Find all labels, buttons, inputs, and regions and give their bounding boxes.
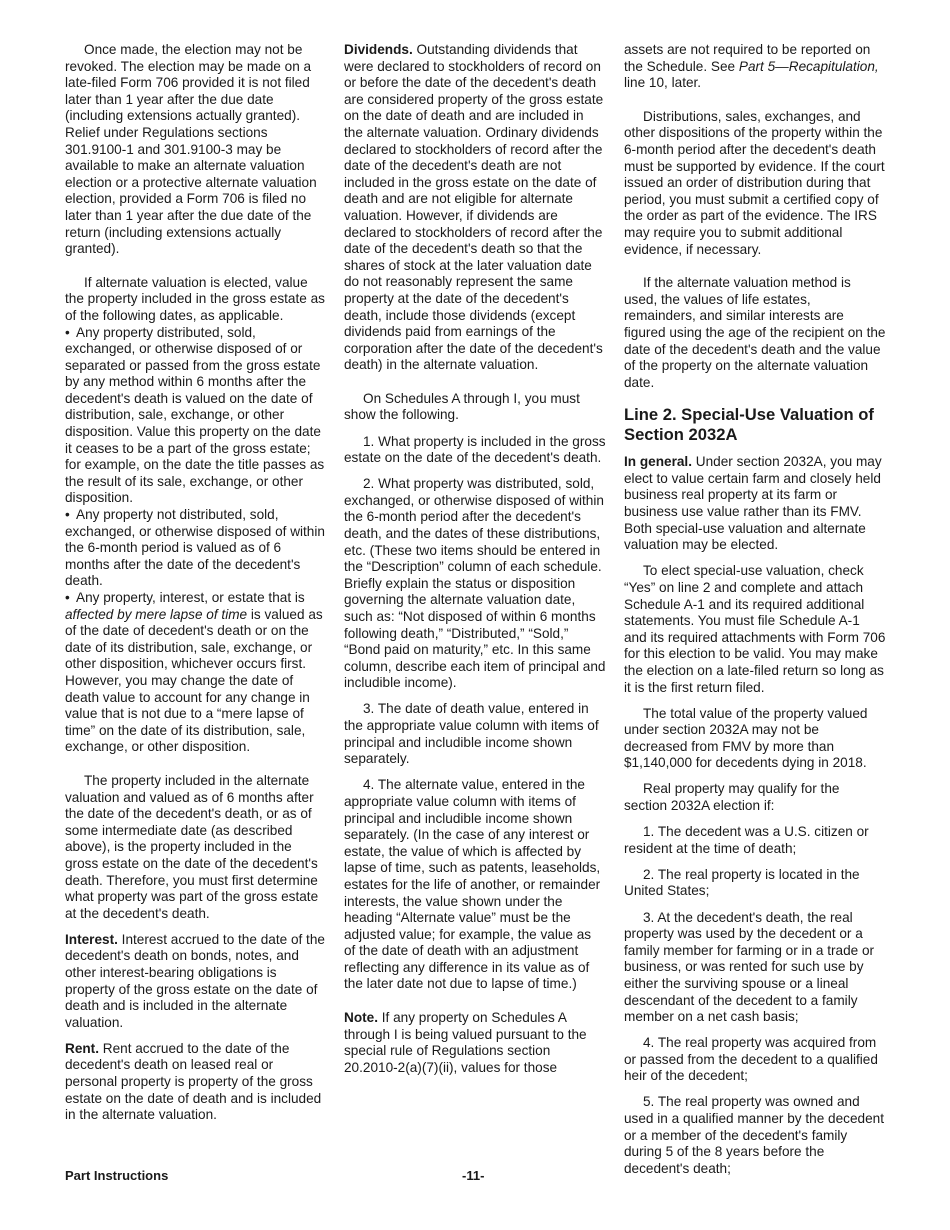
list-item: 4. The alternate value, entered in the appropriate value column with items of principal and includible income shown separately. (In the case of any interest or estate, the value of which is affected by lapse of time, such as patents, leaseholds, estates for the life of another, or remainder interests, the value shown under the heading “Alternate value” must be the adjusted value; for example, the value as of the date of death with an adjustment reflecting any difference in its value as of the later date not due to lapse of time.) [344, 777, 601, 992]
rent-heading: Rent. [65, 1040, 99, 1056]
list-item: 2. What property was distributed, sold, exchanged, or otherwise disposed of within the 6-month period after the decedent's death, and the dates of these distributions, etc. (These two items should be entered in the “Description” column of each schedule. Briefly explain the status or disposition governing the alternate valuation date, such as: “Not disposed of within 6 months following death,” “Distributed,” “Sold,” “Bond paid on maturity,” etc. In this same column, describe each item of principal and includible income). [344, 476, 606, 691]
list-item: 4. The real property was acquired from or passed from the decedent to a qualified heir of the decedent; [624, 1035, 878, 1084]
list-item: 3. The date of death value, entered in the appropriate value column with items of principal and includible income shown separately. [344, 701, 599, 767]
dividends-paragraph: Dividends. Outstanding dividends that were declared to stockholders of record on or before the date of the decedent's death are considered property of the gross estate on the date of death and are included in the alternate valuation. Ordinary dividends declared to stockholders of record after the date of the decedent's death are not included in the gross estate on the date of death and are not eligible for alternate valuation. However, if dividends are declared to stockholders of record after the date of the decedent's death so that the shares of stock at the later valuation date do not reasonably represent the same property at the date of the decedent's death, include those dividends (except dividends paid from earnings of the corporation after the date of the decedent's death) in the alternate valuation. [344, 42, 604, 373]
note-heading: Note. [344, 1010, 378, 1026]
total-value-paragraph: The total value of the property valued under section 2032A may not be decreased from FMV by more than $1,140,000 for decedents dying in 2018. [624, 705, 868, 771]
bullet-item-distributed: • Any property distributed, sold, exchanged, or otherwise disposed of or separated or passed from the gross estate by any method within 6 months after the decedent's death is valued on the date of distribution, sale, exchange, or other disposition. Value this property on the date it ceases to be a part of the gross estate; for example, on the date the title passes as the result of its sale, exchange, or other disposition. [65, 324, 325, 506]
bullet-icon: • [65, 324, 70, 340]
note-paragraph: Note. If any property on Schedules A through I is being valued pursuant to the special rule of Regulations section 20.2010-2(a)(7)(ii), values for those [344, 1010, 587, 1075]
recapitulation-reference: Part 5—Recapitulation, [738, 58, 879, 74]
interest-heading: Interest. [65, 931, 118, 947]
in-general-paragraph: In general. Under section 2032A, you may elect to value certain farm and closely held business real property at its farm or business use value rather than its FMV. Both special-use valuation and alternate valuation may be elected. [624, 454, 882, 553]
election-paragraph: Once made, the election may not be revoked. The election may be made on a late-filed Form 706 provided it is not filed later than 1 year after the due date (including extensions actually granted). Relief under Regulations sections 301.9100-1 and 301.9100-3 may be available to make an alternate valuation election or a protective alternate valuation election, provided a Form 706 is filed no later than 1 year after the due date of the return (including extensions actually granted). [65, 42, 317, 257]
column-right [624, 42, 886, 1187]
section-heading: Line 2. Special-Use Valuation of Section 2032A [624, 405, 874, 445]
list-item: 1. The decedent was a U.S. citizen or resident at the time of death; [624, 824, 869, 856]
qualify-paragraph: Real property may qualify for the section 2032A election if: [624, 781, 840, 814]
column-middle [344, 42, 606, 1086]
bullet-item-not-distributed: • Any property not distributed, sold, exchanged, or otherwise disposed of within the 6-month period is valued as of 6 months after the date of the decedent's death. [65, 507, 325, 589]
bullet-icon: • [65, 507, 70, 523]
list-item: 5. The real property was owned and used in a qualified manner by the decedent or a member of the decedent's family during 5 of the 8 years before the decedent's death; [624, 1094, 884, 1176]
dividends-heading: Dividends. [344, 42, 413, 57]
assets-paragraph: assets are not required to be reported on the Schedule. See Part 5—Recapitulation, line 10, later. [624, 42, 879, 91]
list-item: 1. What property is included in the gross estate on the date of the decedent's death. [344, 433, 606, 466]
schedules-paragraph: On Schedules A through I, you must show the following. [344, 390, 580, 423]
distributions-paragraph: Distributions, sales, exchanges, and other dispositions of the property within the 6-month period after the decedent's death must be supported by evidence. If the court issued an order of distribution during that period, you must submit a certified copy of the order as part of the evidence. The IRS may require you to submit additional evidence, if necessary. [624, 108, 885, 257]
column-left [65, 42, 327, 1133]
bullet-icon: • [65, 590, 70, 605]
bullet-item-lapse-of-time: • Any property, interest, or estate that is affected by mere lapse of time is valued as of the date of decedent's death or on the date of its distribution, sale, exchange, or other disposition, whichever occurs first. However, you may change the date of death value to account for any change in value that is not due to a “mere lapse of time” on the date of its distribution, sale, exchange, or other disposition. [65, 590, 323, 755]
life-estates-paragraph: If the alternate valuation method is used, the values of life estates, remainders, and similar interests are figured using the age of the recipient on the date of the decedent's death and the value of the property on the alternate valuation date. [624, 275, 886, 390]
list-item: 2. The real property is located in the United States; [624, 866, 860, 899]
list-item: 3. At the decedent's death, the real property was used by the decedent or a family member for farming or in a trade or business, or was rented for such use by either the surviving spouse or a lineal descendant of the decedent to a family member on a net cash basis; [624, 909, 875, 1025]
rent-paragraph: Rent. Rent accrued to the date of the decedent's death on leased real or personal property is property of the gross estate on the date of death and is included in the alternate valuation. [65, 1040, 322, 1123]
page-number: -11- [462, 1168, 485, 1183]
property-included-paragraph: The property included in the alternate valuation and valued as of 6 months after the date of the decedent's death, or as of some intermediate date (as described above), is the property included in the gross estate on the date of the decedent's death. Therefore, you must first determine what property was part of the gross estate at the decedent's death. [65, 772, 319, 921]
interest-paragraph: Interest. Interest accrued to the date of the decedent's death on bonds, notes, and other interest-bearing obligations is property of the gross estate on the date of death and is included in the alternate valuation. [65, 931, 325, 1030]
in-general-heading: In general. [624, 454, 692, 470]
alternate-valuation-paragraph: If alternate valuation is elected, value the property included in the gross estate as of the following dates, as applicable. [65, 274, 325, 323]
footer-part-instructions: Part Instructions [65, 1168, 169, 1183]
elect-paragraph: To elect special-use valuation, check “Yes” on line 2 and complete and attach Schedule A-1 and its required additional statements. You must file Schedule A-1 and its required attachments with Form 706 for this election to be valid. You may make the election on a late-filed return so long as it is the first return filed. [624, 563, 886, 695]
